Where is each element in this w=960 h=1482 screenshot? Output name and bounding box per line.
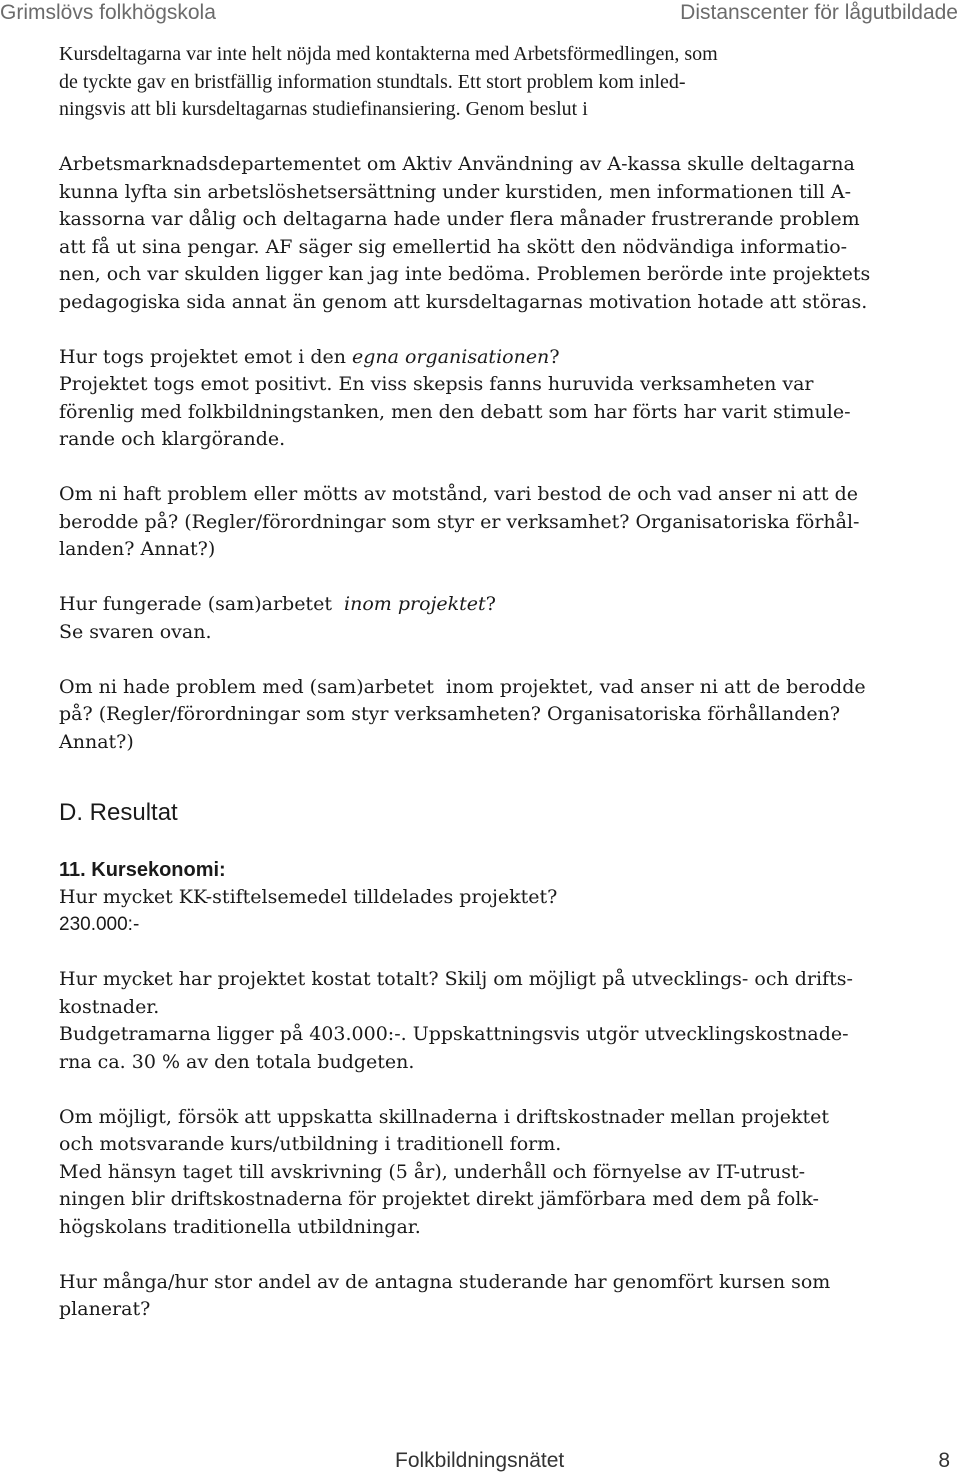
paragraph-line: pedagogiska sida annat än genom att kursdeltagarnas motivation hotade att störas. xyxy=(59,290,868,313)
paragraph-line: Kursdeltagarna var inte helt nöjda med kontakterna med Arbetsförmedlingen, som xyxy=(59,43,718,65)
question-line: Hur mycket KK-stiftelsemedel tilldelades projektet? xyxy=(59,885,558,908)
question-line: Om ni haft problem eller mötts av motstånd, vari bestod de och vad anser ni att de xyxy=(59,483,858,505)
question-line: Annat?) xyxy=(59,730,134,753)
answer-line: Se svaren ovan. xyxy=(59,620,212,643)
question-line: landen? Annat?) xyxy=(59,538,216,560)
answer-line: rande och klargörande. xyxy=(59,428,286,450)
question-line: kostnader. xyxy=(59,995,160,1018)
paragraph-line: ningsvis att bli kursdeltagarnas studiefinansiering. Genom beslut i xyxy=(59,98,588,120)
question-collaboration: Hur fungerade (sam)arbetet inom projektet? xyxy=(59,593,496,615)
paragraph-line: nen, och var skulden ligger kan jag inte bedöma. Problemen berörde inte projektets xyxy=(59,263,871,285)
answer-line: Med hänsyn taget till avskrivning (5 år), underhåll och förnyelse av IT-utrust- xyxy=(59,1160,806,1183)
question-line: planerat? xyxy=(59,1298,151,1320)
section-title: D. Resultat xyxy=(59,799,178,826)
question-line: på? (Regler/förordningar som styr verksamheten? Organisatoriska förhållanden? xyxy=(59,703,841,725)
answer-line: Budgetramarna ligger på 403.000:-. Uppskattningsvis utgör utvecklingskostnade- xyxy=(59,1023,849,1045)
header-school-name: Grimslövs folkhögskola xyxy=(0,1,216,24)
answer-line: förenlig med folkbildningstanken, men den debatt som har förts har varit stimule- xyxy=(59,400,851,423)
question-organisation: Hur togs projektet emot i den egna organisationen? xyxy=(59,345,560,368)
answer-line: högskolans traditionella utbildningar. xyxy=(59,1215,421,1238)
answer-line: ningen blir driftskostnaderna för projektet direkt jämförbara med dem på folk- xyxy=(59,1188,819,1210)
paragraph-line: kunna lyfta sin arbetslöshetsersättning under kurstiden, men informationen till A- xyxy=(59,180,852,203)
question-line: Hur många/hur stor andel av de antagna studerande har genomfört kursen som xyxy=(59,1270,831,1293)
answer-line: rna ca. 30 % av den totala budgeten. xyxy=(59,1050,415,1073)
question-line: Om möjligt, försök att uppskatta skillnaderna i driftskostnader mellan projektet xyxy=(59,1105,830,1128)
answer-line: Projektet togs emot positivt. En viss skepsis fanns huruvida verksamheten var xyxy=(59,373,814,395)
header-center-name: Distanscenter för lågutbildade xyxy=(680,1,958,24)
document-body xyxy=(59,41,909,1324)
paragraph-line: Arbetsmarknadsdepartementet om Aktiv Användning av A-kassa skulle deltagarna xyxy=(59,153,855,175)
footer-publisher: Folkbildningsnätet xyxy=(395,1449,565,1472)
paragraph-line: kassorna var dålig och deltagarna hade under flera månader frustrerande problem xyxy=(59,208,860,230)
question-line: och motsvarande kurs/utbildning i traditionell form. xyxy=(59,1133,562,1155)
paragraph-line: de tyckte gav en bristfällig information stundtals. Ett stort problem kom inled- xyxy=(59,70,686,93)
question-line: berodde på? (Regler/förordningar som styr er verksamhet? Organisatoriska förhål- xyxy=(59,510,860,533)
question-line: Hur mycket har projektet kostat totalt? Skilj om möjligt på utvecklings- och drifts- xyxy=(59,968,853,990)
paragraph-line: att få ut sina pengar. AF säger sig emellertid ha skött den nödvändiga informatio- xyxy=(59,235,848,258)
subsection-title: 11. Kursekonomi: xyxy=(59,858,226,881)
answer-line: 230.000:- xyxy=(59,914,140,935)
question-line: Om ni hade problem med (sam)arbetet inom projektet, vad anser ni att de berodde xyxy=(59,675,866,698)
page-number: 8 xyxy=(938,1449,950,1472)
